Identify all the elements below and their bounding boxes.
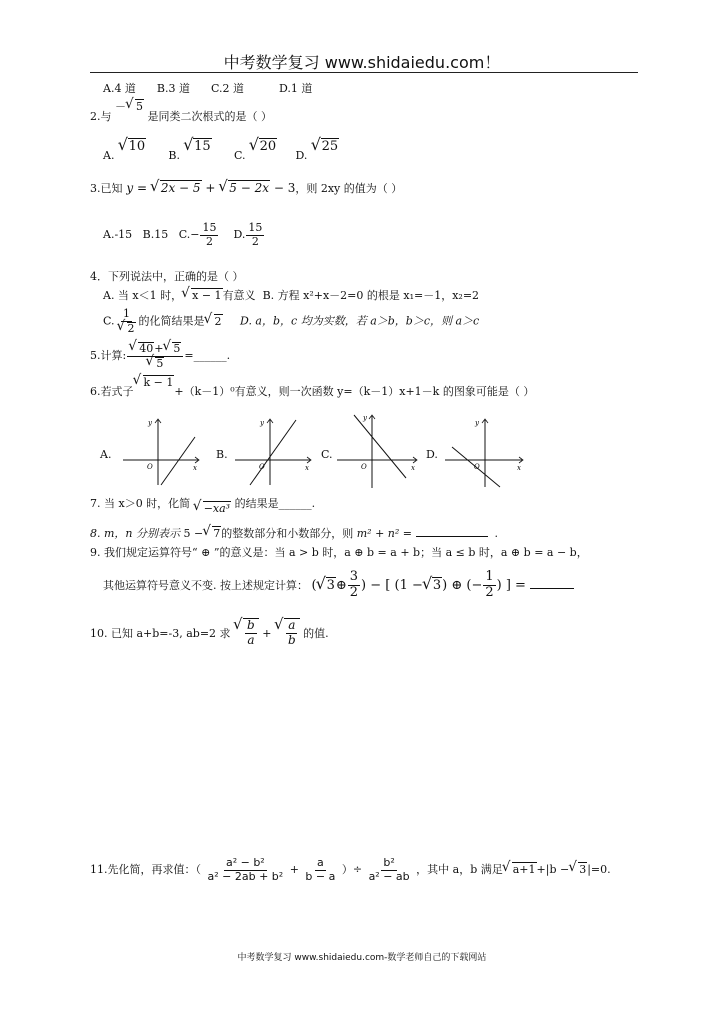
q8-answer-blank[interactable] — [416, 536, 488, 537]
x-axis-label: x — [517, 464, 521, 472]
question-4-cd: C. 1 √ 2 的化简结果是√ 2 D. a，b，c 均为实数，若 a＞b，b＞c，则 a＞c — [103, 308, 479, 335]
q9-answer-blank[interactable] — [530, 588, 574, 589]
option-d-label: D. — [426, 448, 438, 461]
question-8: 8. m，n 分别表示 5 −√ 7的整数部分和小数部分，则 m² + n² = . — [90, 525, 498, 541]
q2-expression: －√ 5 — [115, 100, 148, 113]
question-2-stem — [90, 100, 272, 124]
graph-c — [334, 410, 424, 490]
option-a-label: A. — [100, 448, 112, 461]
question-3-options: A.-15 B.15 C.− $\frac{15}{2}$ D. $\frac{15}{2}$ — [103, 221, 263, 248]
question-2-options: $_{A.}$ √ 10 $_{B.}$ √ 15 $_{C.}$ √ 20 $_{D.}$ √ 25 — [103, 138, 339, 154]
question-11: 11.先化简，再求值：（ $\frac{\text{a² − b²}}{\text{a² − 2ab + b²}}$ + $\frac{a}{b - a}$ ）÷ $\frac{\text{b²}}{\text{a² − ab}}$ ，其中 a，b 满足√ a+1+|b −√ 3|=0. — [90, 857, 611, 883]
graph-d — [440, 415, 530, 490]
origin-label: O — [259, 463, 265, 471]
y-axis-label: y — [260, 419, 264, 427]
question-9-line1: 9. 我们规定运算符号“ ⊕ ”的意义是：当 a > b 时，a ⊕ b = a + b；当 a ≤ b 时，a ⊕ b = a − b， — [90, 546, 588, 559]
origin-label: O — [474, 463, 480, 471]
question-4-stem: 4．下列说法中，正确的是（ ） — [90, 270, 244, 283]
header-rule — [90, 72, 638, 73]
q2-suffix: 是同类二次根式的是（ ） — [147, 110, 272, 123]
y-axis-label: y — [475, 419, 479, 427]
q2-prefix: 2.与 — [90, 110, 112, 123]
origin-label: O — [147, 463, 153, 471]
question-3-stem: 3.已知 y = √ 2x − 5 + √ 5 − 2x − 3，则 2xy 的值为（ ） — [90, 180, 402, 196]
graph-a — [118, 415, 208, 490]
origin-label: O — [361, 463, 367, 471]
x-axis-label: x — [411, 464, 415, 472]
graph-b — [230, 415, 320, 490]
question-9-line2: 其他运算符号意义不变. 按上述规定计算： (√ 3⊕ $\frac{3}{2}$ ) − [ (1 −√ 3) ⊕ (− $\frac{1}{2}$ ) ] = — [103, 570, 574, 601]
question-10: 10. 已知 a+b=-3, ab=2 求 √ $\frac{b}{a}$ + √ $\frac{a}{b}$ 的值. — [90, 618, 329, 648]
x-axis-label: x — [305, 464, 309, 472]
question-4-ab: A. 当 x＜1 时，√ x − 1有意义 B. 方程 x²+x－2=0 的根是 x₁=－1，x₂=2 — [103, 287, 479, 303]
y-axis-label: y — [148, 419, 152, 427]
q1-options: A.4 道 B.3 道 C.2 道 D.1 道 — [103, 82, 313, 95]
x-axis-label: x — [193, 464, 197, 472]
page-footer: 中考数学复习 www.shidaiedu.com-数学老师自己的下载网站 — [237, 953, 487, 963]
y-axis-label: y — [363, 414, 367, 422]
question-5: 5.计算: √ 40+√ 5 √ 5 =______. — [90, 342, 230, 370]
option-c-label: C. — [321, 448, 333, 461]
page-header: 中考数学复习 www.shidaiedu.com！ — [223, 53, 501, 72]
question-6-stem: 6.若式子√ k − 1+（k－1）⁰有意义，则一次函数 y=（k－1）x+1－k 的图象可能是（ ） — [90, 383, 534, 399]
question-7: 7. 当 x＞0 时，化简 √ −xa³ 的结果是______. — [90, 495, 315, 511]
option-b-label: B. — [216, 448, 228, 461]
